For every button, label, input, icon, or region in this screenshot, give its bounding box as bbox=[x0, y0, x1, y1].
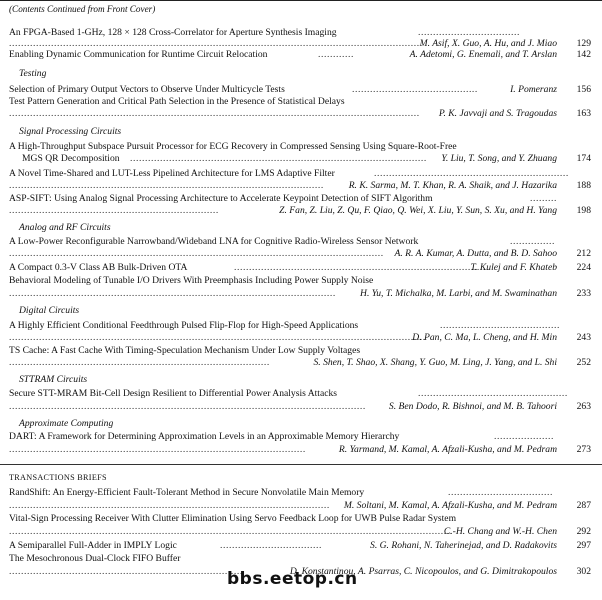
entry-page: 198 bbox=[576, 205, 591, 216]
leader-dots: ......... bbox=[530, 193, 557, 204]
section-heading: STTRAM Circuits bbox=[19, 374, 88, 385]
entry-authors: A. R. A. Kumar, A. Dutta, and B. D. Sahoo bbox=[394, 248, 557, 259]
entry-page: 287 bbox=[576, 500, 591, 511]
leader-dots: ....................................................................................... bbox=[9, 357, 270, 368]
leader-dots: ................................................................................................... bbox=[130, 153, 427, 164]
section-heading: Testing bbox=[19, 68, 47, 79]
entry-title: The Mesochronous Dual-Clock FIFO Buffer bbox=[9, 553, 181, 564]
briefs-heading: TRANSACTIONS BRIEFS bbox=[9, 473, 107, 482]
entry-authors: D. Pan, C. Ma, L. Cheng, and H. Min bbox=[412, 332, 557, 343]
entry-title: Enabling Dynamic Communication for Runtime Circuit Relocation bbox=[9, 49, 268, 60]
entry-authors: Y. Liu, T. Song, and Y. Zhuang bbox=[441, 153, 557, 164]
entry-page: 297 bbox=[576, 540, 591, 551]
entry-authors: M. Soltani, M. Kamal, A. Afzali-Kusha, and M. Pedram bbox=[343, 500, 557, 511]
entry-authors: M. Asif, X. Guo, A. Hu, and J. Miao bbox=[419, 38, 557, 49]
entry-title: An FPGA-Based 1-GHz, 128 × 128 Cross-Correlator for Aperture Synthesis Imaging bbox=[9, 27, 337, 38]
entry-authors: A. Adetomi, G. Enemali, and T. Arslan bbox=[409, 49, 557, 60]
entry-page: 212 bbox=[576, 248, 591, 259]
leader-dots: .................................................. bbox=[418, 388, 568, 399]
leader-dots: ..................................................................................... bbox=[234, 262, 489, 273]
watermark-text: bbs.eetop.cn bbox=[227, 569, 358, 589]
entry-title: A Compact 0.3-V Class AB Bulk-Driven OTA bbox=[9, 262, 188, 273]
entry-page: 163 bbox=[576, 108, 591, 119]
entry-authors: S. G. Rohani, N. Taherinejad, and D. Radakovits bbox=[370, 540, 557, 551]
entry-authors: C.-H. Chang and W.-H. Chen bbox=[443, 526, 557, 537]
continued-header: (Contents Continued from Front Cover) bbox=[9, 4, 156, 14]
entry-title: A Low-Power Reconfigurable Narrowband/Wideband LNA for Cognitive Radio-Wireless Sensor Network bbox=[9, 236, 419, 247]
entry-page: 129 bbox=[576, 38, 591, 49]
section-heading: Approximate Computing bbox=[19, 418, 114, 429]
entry-title: Selection of Primary Output Vectors to Observe Under Multicycle Tests bbox=[9, 84, 285, 95]
entry-title: Test Pattern Generation and Critical Path Selection in the Presence of Statistical Delays bbox=[9, 96, 345, 107]
entry-authors: T. Kulej and F. Khateb bbox=[470, 262, 557, 273]
entry-title: ASP-SIFT: Using Analog Signal Processing Architecture to Accelerate Keypoint Detection of SIFT Algorithm bbox=[9, 193, 433, 204]
leader-dots: .......................................... bbox=[352, 84, 478, 95]
entry-title: Behavioral Modeling of Tunable I/O Drivers With Preemphasis Including Power Supply Noise bbox=[9, 275, 374, 286]
entry-title: Secure STT-MRAM Bit-Cell Design Resilient to Differential Power Analysis Attacks bbox=[9, 388, 338, 399]
entry-authors: R. Yarmand, M. Kamal, A. Afzali-Kusha, and M. Pedram bbox=[338, 444, 557, 455]
section-heading: Digital Circuits bbox=[19, 305, 80, 316]
entry-page: 142 bbox=[576, 49, 591, 60]
entry-title: DART: A Framework for Determining Approximation Levels in an Approximable Memory Hierarchy bbox=[9, 431, 400, 442]
entry-page: 292 bbox=[576, 526, 591, 537]
entry-authors: S. Ben Dodo, R. Bishnoi, and M. B. Tahoori bbox=[388, 401, 557, 412]
leader-dots: ................................... bbox=[448, 487, 553, 498]
entry-page: 188 bbox=[576, 180, 591, 191]
leader-dots: ......................................................................................................................................... bbox=[9, 108, 420, 119]
entry-authors: R. K. Sarma, M. T. Khan, R. A. Shaik, and J. Hazarika bbox=[348, 180, 557, 191]
entry-authors: S. Shen, T. Shao, X. Shang, Y. Guo, M. Ling, J. Yang, and L. Shi bbox=[313, 357, 557, 368]
section-heading: Signal Processing Circuits bbox=[19, 126, 122, 137]
section-heading: Analog and RF Circuits bbox=[19, 222, 111, 233]
entry-page: 263 bbox=[576, 401, 591, 412]
entry-authors: P. K. Javvaji and S. Tragoudas bbox=[438, 108, 557, 119]
leader-dots: ....................................................................................................................... bbox=[9, 401, 366, 412]
entry-title: A Semiparallel Full-Adder in IMPLY Logic bbox=[9, 540, 177, 551]
leader-dots: ......................................................................................................... bbox=[9, 180, 324, 191]
entry-page: 302 bbox=[576, 566, 591, 577]
entry-title: A Novel Time-Shared and LUT-Less Pipelined Architecture for LMS Adaptive Filter bbox=[9, 168, 335, 179]
leader-dots: ............................................................................................................................. bbox=[9, 248, 384, 259]
leader-dots: ............ bbox=[318, 49, 354, 60]
leader-dots: .................................................................................................................................................... bbox=[9, 526, 453, 537]
entry-authors: I. Pomeranz bbox=[510, 84, 557, 95]
entry-title: TS Cache: A Fast Cache With Timing-Speculation Mechanism Under Low Supply Voltages bbox=[9, 345, 361, 356]
entry-title-cont: MGS QR Decomposition bbox=[22, 153, 120, 164]
entry-title: A Highly Efficient Conditional Feedthrough Pulsed Flip-Flop for High-Speed Applications bbox=[9, 320, 359, 331]
leader-dots: .................................. bbox=[418, 27, 520, 38]
entry-page: 233 bbox=[576, 288, 591, 299]
leader-dots: .................................. bbox=[220, 540, 322, 551]
leader-dots: ............................................................................................................. bbox=[9, 288, 336, 299]
entry-page: 156 bbox=[576, 84, 591, 95]
entry-authors: D. Konstantinou, A. Psarras, C. Nicopoulos, and G. Dimitrakopoulos bbox=[289, 566, 557, 577]
entry-authors: Z. Fan, Z. Liu, Z. Qu, F. Qiao, Q. Wei, X. Liu, Y. Sun, S. Xu, and H. Yang bbox=[279, 205, 557, 216]
leader-dots: ................................................................. bbox=[374, 168, 569, 179]
entry-title: RandShift: An Energy-Efficient Fault-Tolerant Method in Secure Nonvolatile Main Memory bbox=[9, 487, 365, 498]
leader-dots: .............................................................................. bbox=[9, 566, 243, 577]
entry-page: 252 bbox=[576, 357, 591, 368]
leader-dots: .................... bbox=[494, 431, 554, 442]
leader-dots: ........................................ bbox=[440, 320, 560, 331]
leader-dots: ................................................................................................... bbox=[9, 444, 306, 455]
leader-dots: ........................................................................................................... bbox=[9, 500, 330, 511]
leader-dots: ........................................................................................................................................... bbox=[9, 332, 426, 343]
leader-dots: .......................................................................................................................................... bbox=[9, 38, 423, 49]
entry-title: A High-Throughput Subspace Pursuit Processor for ECG Recovery in Compressed Sensing Using Square-Root-Free bbox=[9, 141, 457, 152]
entry-page: 243 bbox=[576, 332, 591, 343]
leader-dots: ...................................................................... bbox=[9, 205, 219, 216]
section-divider bbox=[0, 464, 602, 465]
entry-page: 273 bbox=[576, 444, 591, 455]
entry-page: 174 bbox=[576, 153, 591, 164]
entry-authors: H. Yu, T. Michalka, M. Larbi, and M. Swaminathan bbox=[360, 288, 557, 299]
leader-dots: ............... bbox=[510, 236, 555, 247]
entry-page: 224 bbox=[576, 262, 591, 273]
entry-title: Vital-Sign Processing Receiver With Clutter Elimination Using Servo Feedback Loop for UWB Pulse Radar System bbox=[9, 513, 457, 524]
top-rule bbox=[0, 0, 602, 1]
